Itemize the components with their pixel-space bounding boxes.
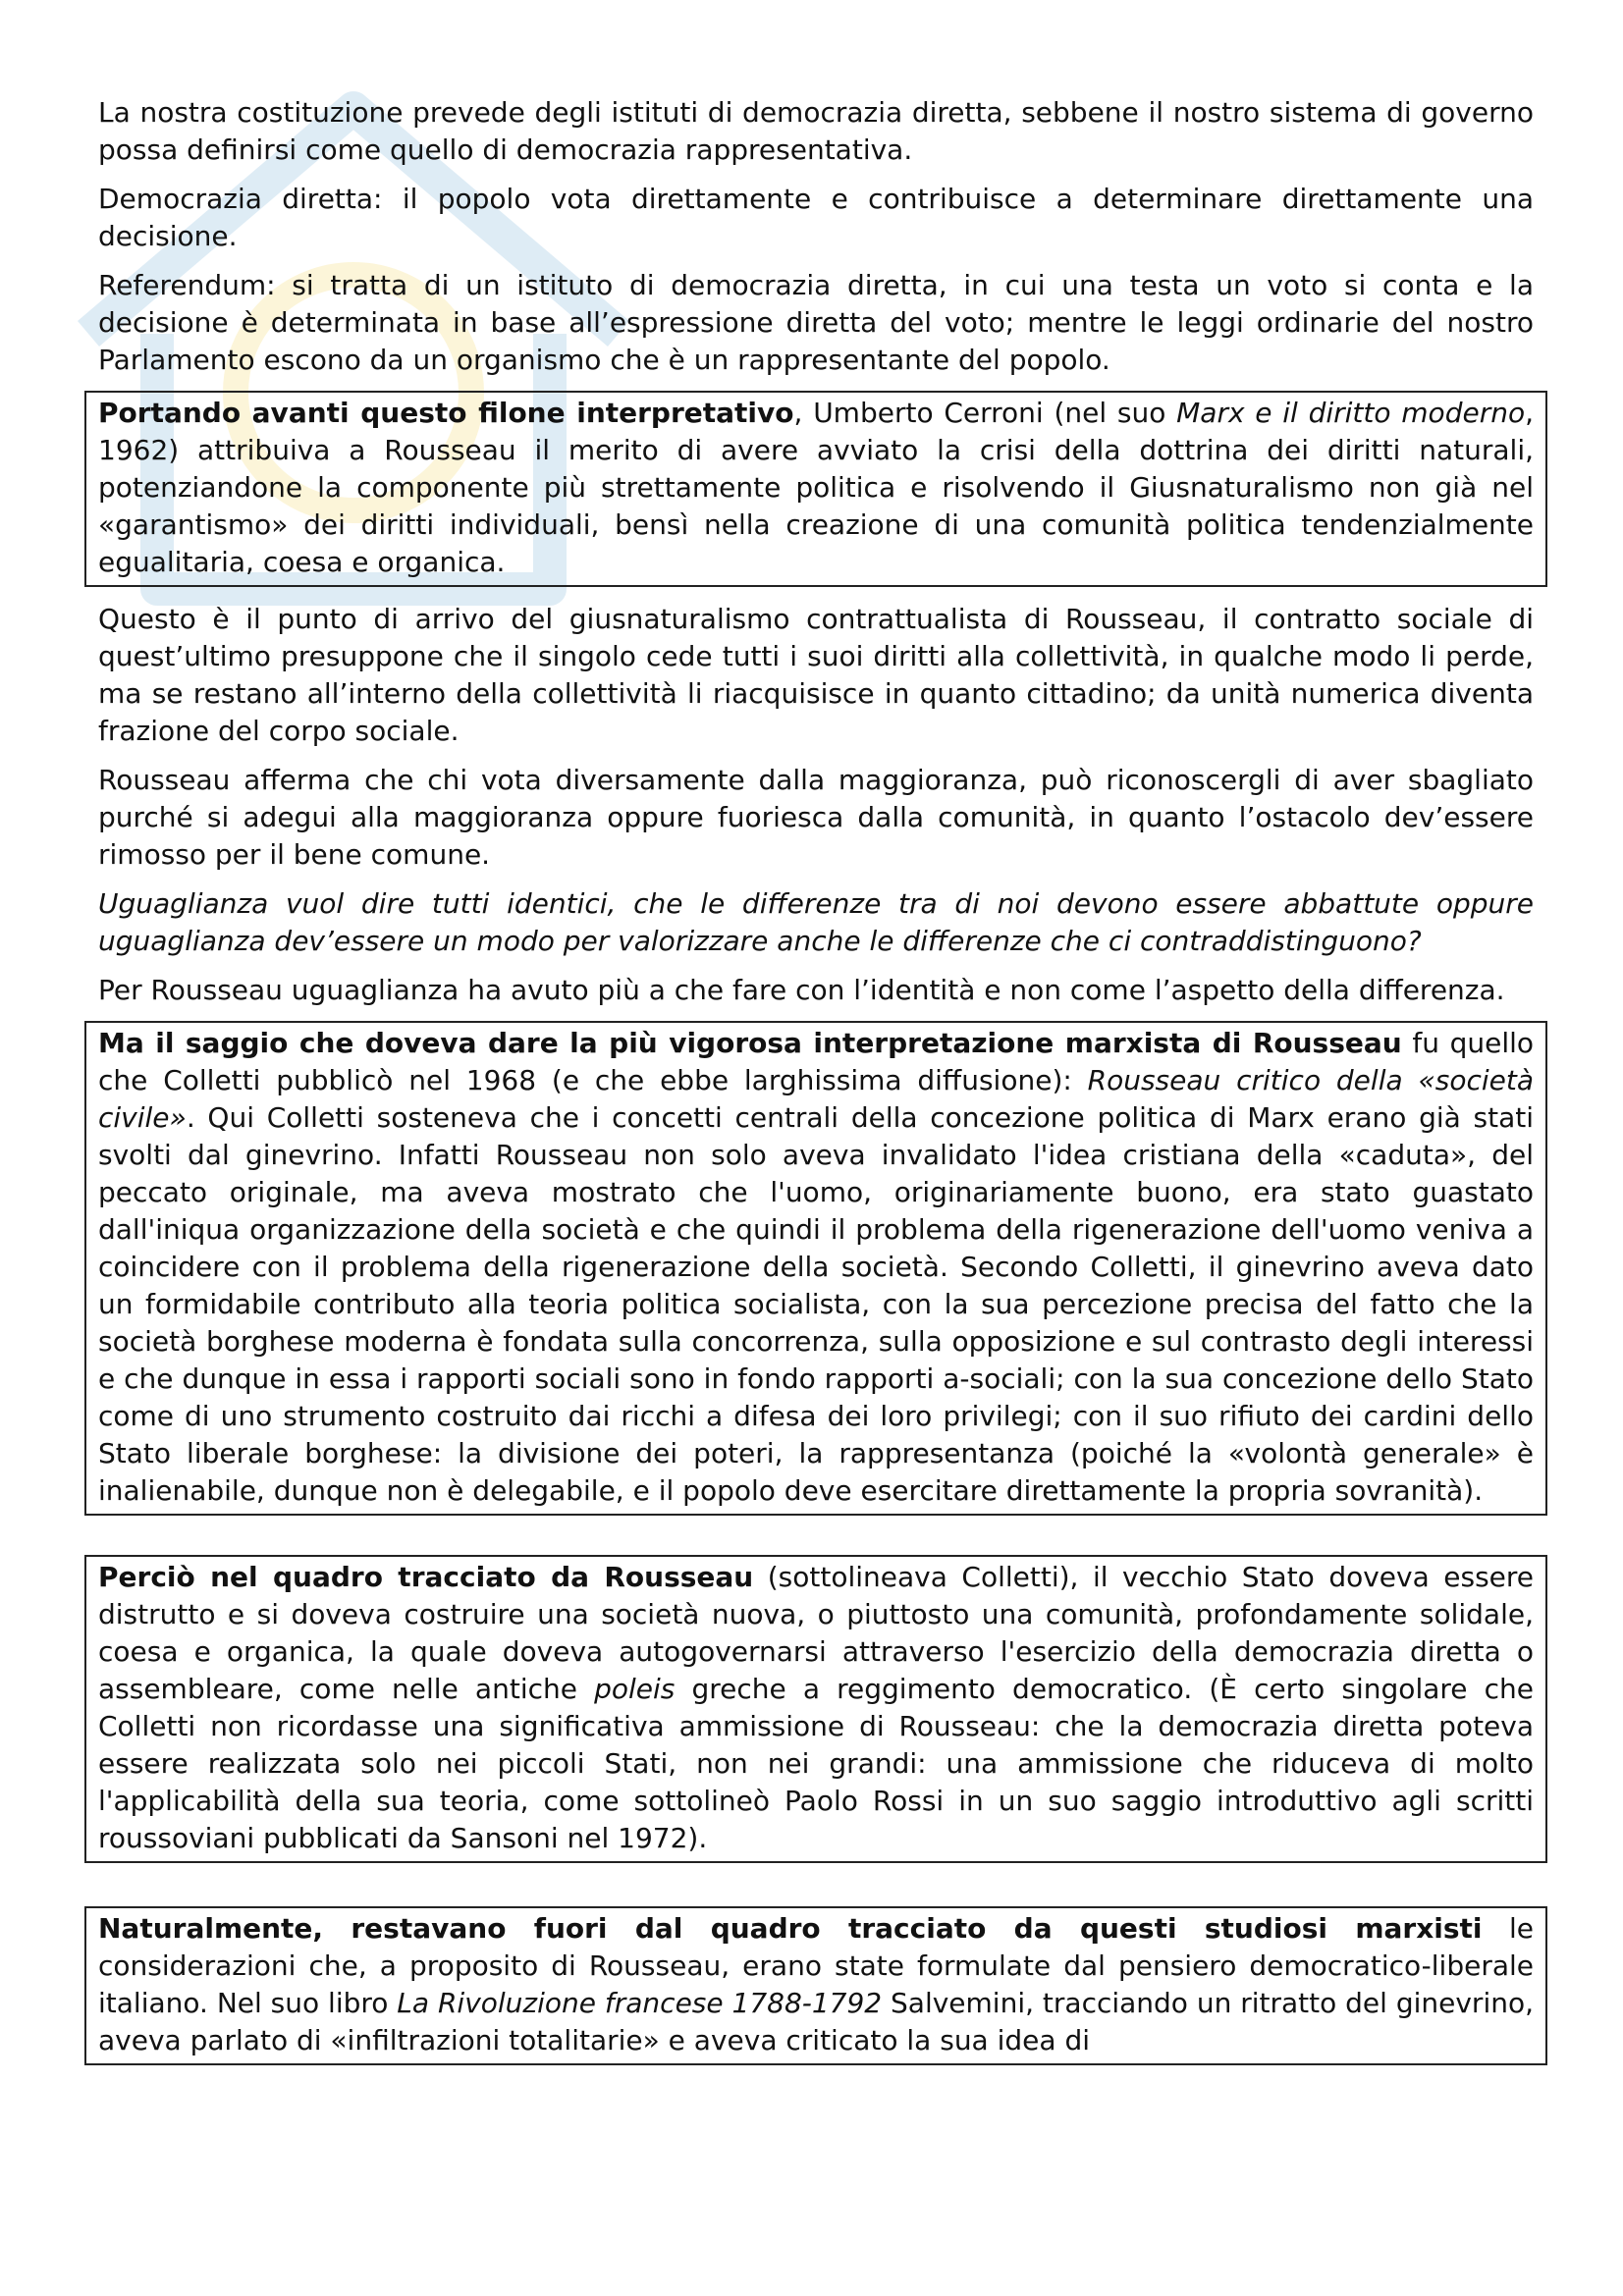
paragraph-maggioranza: Rousseau afferma che chi vota diversamente dalla maggioranza, può riconoscergli di aver sbagliato purché si adegui alla maggioranza oppure fuoriesca dalla comunità, in quanto l’ostacolo dev’essere rimosso per il bene comune.	[98, 764, 1534, 871]
paragraph-costituzione: La nostra costituzione prevede degli istituti di democrazia diretta, sebbene il nostro sistema di governo possa definirsi come quello di democrazia rappresentativa.	[98, 96, 1534, 166]
quote-quadro-text: Perciò nel quadro tracciato da Rousseau (sottolineava Colletti), il vecchio Stato doveva essere distrutto e si doveva costruire una società nuova, o piuttosto una comunità, profondamente solidale, coesa e organica, la quale doveva autogovernarsi attraverso l'esercizio della democrazia diretta o assembleare, come nelle antiche poleis greche a reggimento democratico. (È certo singolare che Colletti non ricordasse una significativa ammissione di Rousseau: che la democrazia diretta poteva essere realizzata solo nei piccoli Stati, non nei grandi: una ammissione che riduceva di molto l'applicabilità della sua teoria, come sottolineò Paolo Rossi in un suo saggio introduttivo agli scritti roussoviani pubblicati da Sansoni nel 1972).	[98, 1561, 1535, 1854]
quote-cerroni-text: Portando avanti questo filone interpretativo, Umberto Cerroni (nel suo Marx e il diritto moderno, 1962) attribuiva a Rousseau il merito di avere avviato la crisi della dottrina dei diritti naturali, potenziandone la componente più strettamente politica e risolvendo il Giusnaturalismo non già nel «garantismo» dei diritti individuali, bensì nella creazione di una comunità politica tendenzialmente egualitaria, coesa e organica.	[98, 397, 1534, 578]
paragraph-uguaglianza-question: Uguaglianza vuol dire tutti identici, che le differenze tra di noi devono essere abbattute oppure uguaglianza dev’essere un modo per valorizzare anche le differenze che ci contraddistinguono?	[98, 887, 1534, 957]
quote-box-salvemini	[84, 1906, 1547, 2065]
quote-cerroni-lead: Portando avanti questo filone interpretativo	[98, 397, 794, 429]
document-body	[98, 94, 1534, 2079]
book-title-colletti: Rousseau critico della «società civile»	[98, 1064, 1534, 1134]
paragraph-democrazia-diretta: Democrazia diretta: il popolo vota direttamente e contribuisce a determinare direttamente una decisione.	[98, 183, 1534, 252]
book-title-salvemini: La Rivoluzione francese 1788-1792	[397, 1987, 883, 2019]
quote-salvemini-lead: Naturalmente, restavano fuori dal quadro tracciato da questi studiosi marxisti	[98, 1912, 1483, 1945]
quote-box-colletti	[84, 1021, 1547, 1516]
quote-colletti-text: Ma il saggio che doveva dare la più vigorosa interpretazione marxista di Rousseau fu quello che Colletti pubblicò nel 1968 (e che ebbe larghissima diffusione): Rousseau critico della «società civile». Qui Colletti sosteneva che i concetti centrali della concezione politica di Marx erano già stati svolti dal ginevrino. Infatti Rousseau non solo aveva invalidato l'idea cristiana della «caduta», del peccato originale, ma aveva mostrato che l'uomo, originariamente buono, era stato guastato dall'iniqua organizzazione della società e che quindi il problema della rigenerazione dell'uomo veniva a coincidere con il problema della rigenerazione della società. Secondo Colletti, il ginevrino aveva dato un formidabile contributo alla teoria politica socialista, con la sua percezione precisa del fatto che la società borghese moderna è fondata sulla concorrenza, sulla opposizione e sul contrasto degli interessi e che dunque in essa i rapporti sociali sono in fondo rapporti a-sociali; con la sua concezione dello Stato come di uno strumento costruito dai ricchi a difesa dei loro privilegi; con il suo rifiuto dei cardini dello Stato liberale borghese: la divisione dei poteri, la rappresentanza (poiché la «volontà generale» è inalienabile, dunque non è delegabile, e il popolo deve esercitare direttamente la propria sovranità).	[98, 1027, 1535, 1507]
quote-salvemini-text: Naturalmente, restavano fuori dal quadro tracciato da questi studiosi marxisti le considerazioni che, a proposito di Rousseau, erano state formulate dal pensiero democratico-liberale italiano. Nel suo libro La Rivoluzione francese 1788-1792 Salvemini, tracciando un ritratto del ginevrino, aveva parlato di «infiltrazioni totalitarie» e aveva criticato la sua idea di	[98, 1912, 1535, 2056]
quote-colletti-lead: Ma il saggio che doveva dare la più vigorosa interpretazione marxista di Rousseau	[98, 1027, 1402, 1059]
quote-quadro-lead: Perciò nel quadro tracciato da Rousseau	[98, 1561, 754, 1593]
quote-box-quadro-rousseau	[84, 1555, 1547, 1863]
paragraph-referendum: Referendum: si tratta di un istituto di democrazia diretta, in cui una testa un voto si conta e la decisione è determinata in base all’espressione diretta del voto; mentre le leggi ordinarie del nostro Parlamento escono da un organismo che è un rappresentante del popolo.	[98, 269, 1534, 376]
paragraph-uguaglianza-identita: Per Rousseau uguaglianza ha avuto più a che fare con l’identità e non come l’aspetto della differenza.	[98, 974, 1505, 1006]
term-poleis: poleis	[594, 1673, 676, 1705]
book-title-cerroni: Marx e il diritto moderno	[1176, 397, 1526, 429]
paragraph-giusnaturalismo: Questo è il punto di arrivo del giusnaturalismo contrattualista di Rousseau, il contratto sociale di quest’ultimo presuppone che il singolo cede tutti i suoi diritti alla collettività, in qualche modo li perde, ma se restano all’interno della collettività li riacquisisce in quanto cittadino; da unità numerica diventa frazione del corpo sociale.	[98, 603, 1534, 747]
quote-box-cerroni	[84, 391, 1547, 587]
